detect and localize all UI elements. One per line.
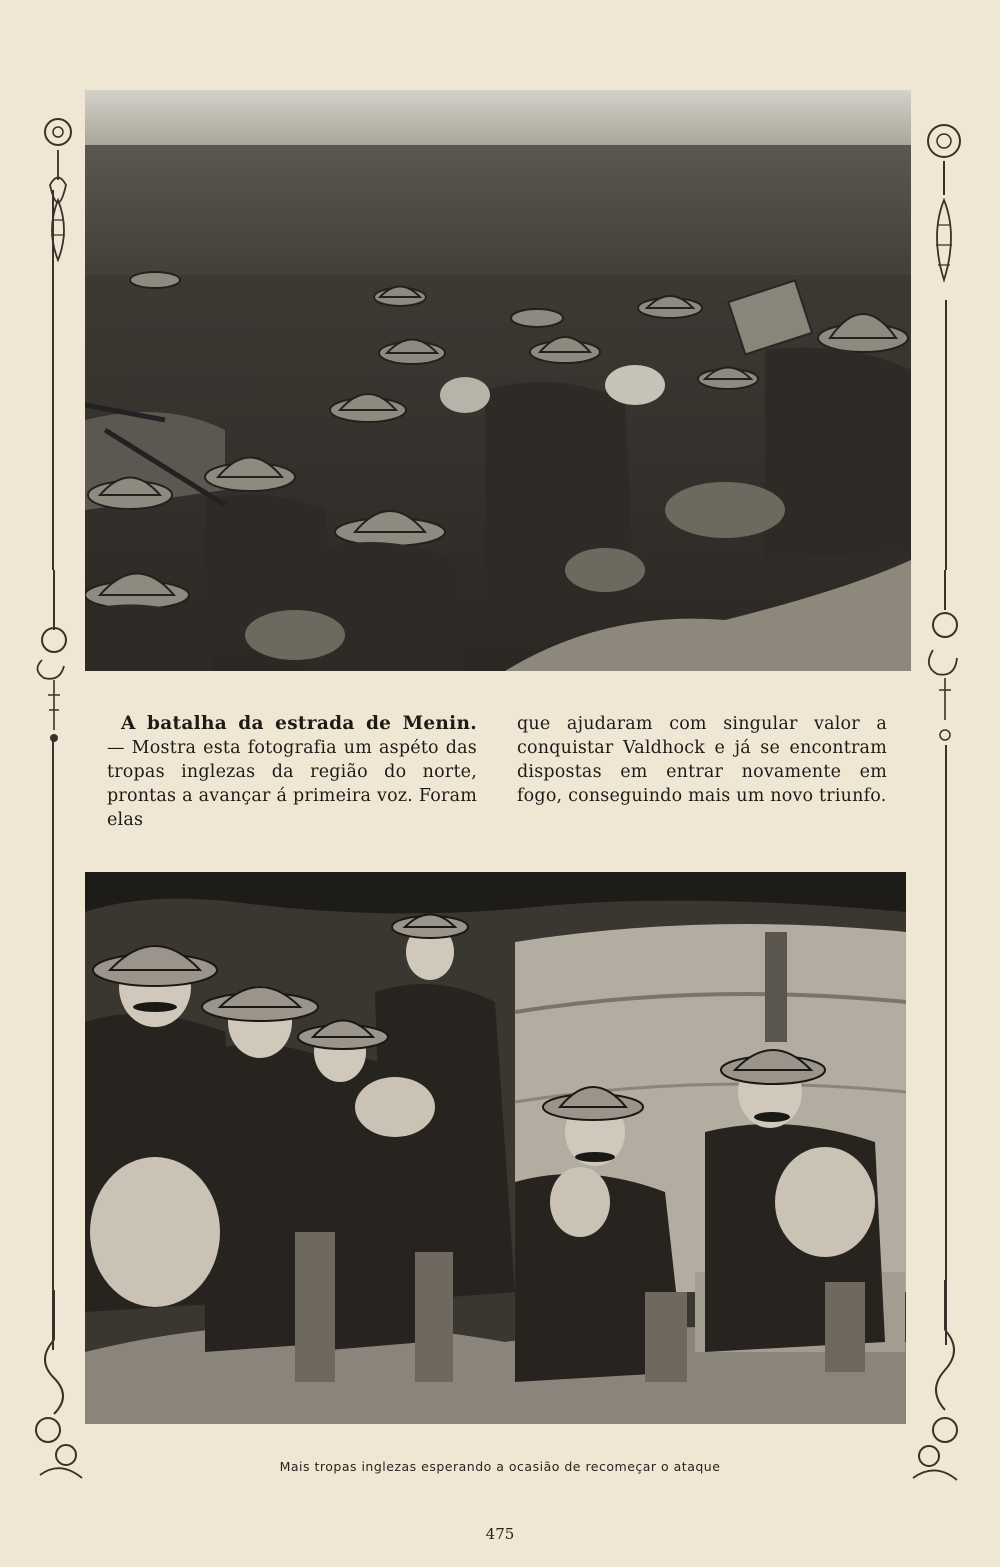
article-headline: A batalha da estrada de Menin.	[121, 713, 477, 734]
left-mid-ornament	[30, 570, 80, 750]
right-border-line-mid	[945, 745, 947, 1345]
trench-soldiers-photo	[85, 90, 911, 671]
right-border-line-top	[945, 300, 947, 570]
right-mid-ornament	[915, 570, 970, 750]
article-column-left	[107, 712, 477, 832]
left-top-ornament	[38, 110, 78, 280]
article-body-left: — Mostra esta fotografia um aspéto das tropas inglezas da região do norte, prontas a avançar á primeira voz. Foram elas	[107, 738, 477, 830]
dugout-soldiers-photo	[85, 872, 906, 1424]
right-top-ornament	[918, 115, 968, 305]
article-column-right	[517, 712, 887, 832]
page-number: 475	[485, 1525, 515, 1543]
article-body-right: que ajudaram com singular valor a conquistar Valdhock e já se encontram dispostas em entrar novamente em fogo, conseguindo mais um novo triunfo.	[517, 714, 887, 806]
bottom-photo-caption: Mais tropas inglezas esperando a ocasião de recomeçar o ataque	[279, 1459, 721, 1474]
left-border-line-mid	[52, 740, 54, 1350]
article-text	[107, 712, 887, 832]
